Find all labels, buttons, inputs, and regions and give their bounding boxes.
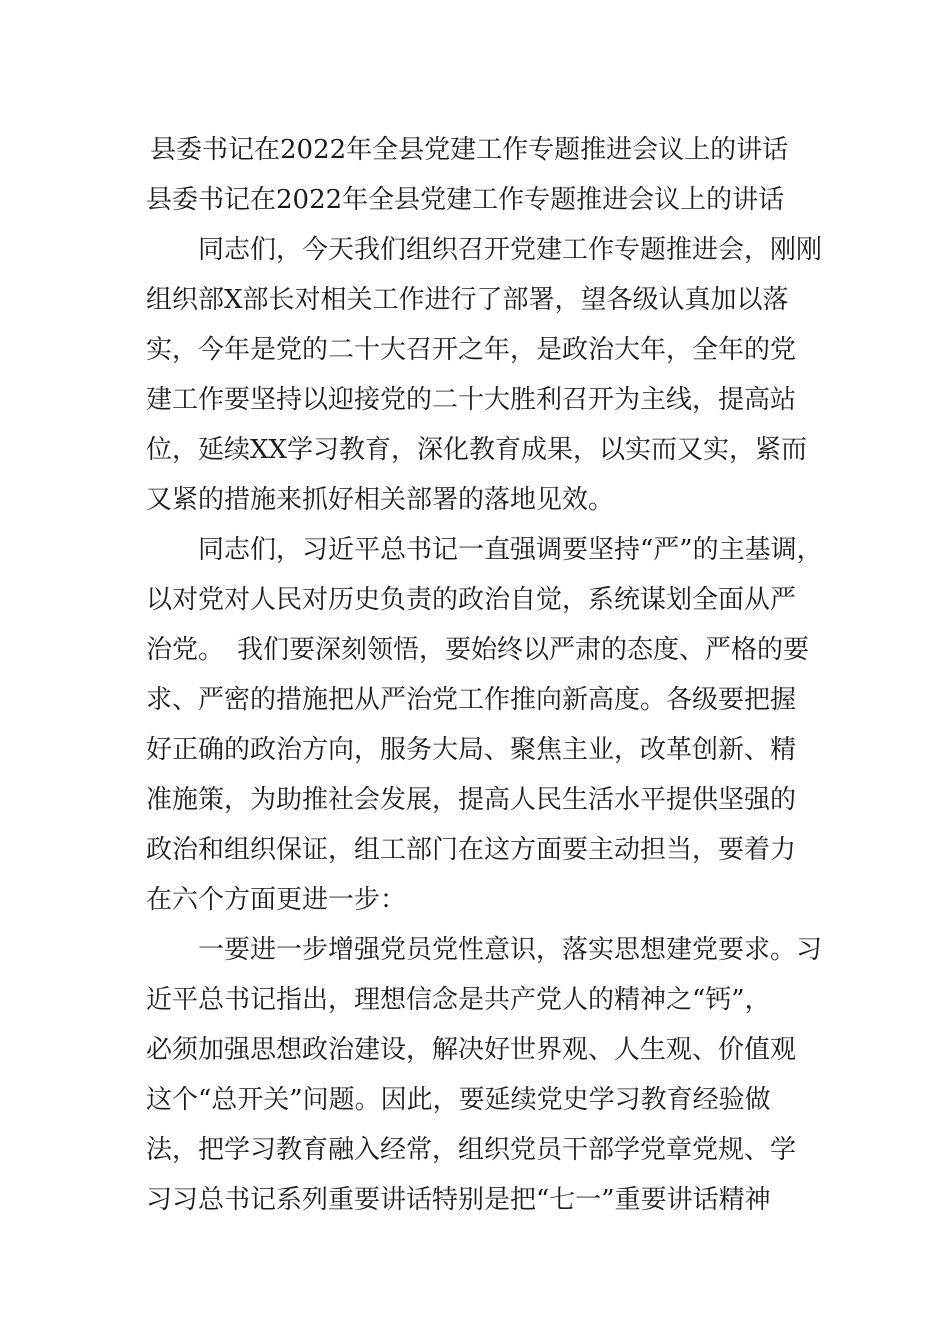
body-line: 习习总书记系列重要讲话特别是把“七一”重要讲话精神 [146,1185,771,1215]
body-line: 位，延续XX学习教育，深化教育成果，以实而又实，紧而 [146,435,808,465]
body-line: 近平总书记指出，理想信念是共产党人的精神之“钙”， [146,985,771,1015]
body-line: 政治和组织保证，组工部门在这方面要主动担当，要着力 [146,835,797,865]
body-line: 建工作要坚持以迎接党的二十大胜利召开为主线，提高站 [146,385,797,415]
body-line: 组织部X部长对相关工作进行了部署，望各级认真加以落 [146,285,789,315]
body-line: 一要进一步增强党员党性意识，落实思想建党要求。习 [146,935,823,965]
body-line: 同志们，今天我们组织召开党建工作专题推进会，刚刚 [146,235,823,265]
body-line: 求、严密的措施把从严治党工作推向新高度。各级要把握 [146,685,797,715]
body-line: 必须加强思想政治建设，解决好世界观、人生观、价值观 [146,1035,797,1065]
title-line-2: 县委书记在2022年全县党建工作专题推进会议上的讲话 [146,185,785,215]
body-line: 以对党对人民对历史负责的政治自觉，系统谋划全面从严 [146,585,797,615]
body-line: 治党。 我们要深刻领悟，要始终以严肃的态度、严格的要 [146,635,810,665]
body-line: 好正确的政治方向，服务大局、聚焦主业，改革创新、精 [146,735,797,765]
body-line: 在六个方面更进一步： [146,885,407,915]
title-line-1: 县委书记在2022年全县党建工作专题推进会议上的讲话 [150,135,789,165]
body-line: 这个“总开关”问题。因此，要延续党史学习教育经验做 [146,1085,771,1115]
body-line: 法，把学习教育融入经常，组织党员干部学党章党规、学 [146,1135,797,1165]
body-line: 又紧的措施来抓好相关部署的落地见效。 [146,485,615,515]
body-line: 实，今年是党的二十大召开之年，是政治大年，全年的党 [146,335,797,365]
body-line: 准施策，为助推社会发展，提高人民生活水平提供坚强的 [146,785,797,815]
body-line: 同志们，习近平总书记一直强调要坚持“严”的主基调， [146,535,823,565]
